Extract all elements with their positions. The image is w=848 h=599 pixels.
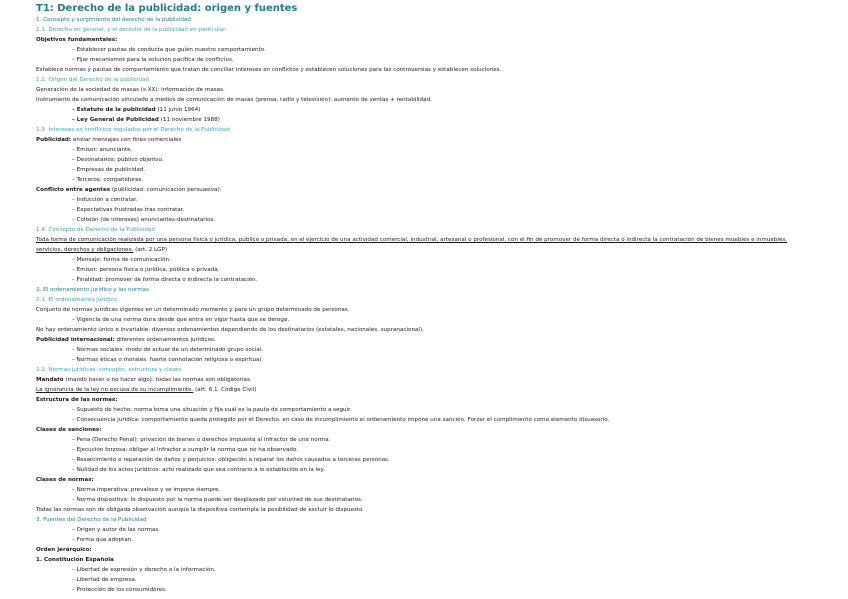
list-item: – Expectativas frustradas tras contratar. [72, 207, 185, 213]
paragraph: Instrumento de comunicación vinculado a medios de comunicación de masas (prensa, radio y televisión): aumento de ventas + rentabilidad. [36, 97, 432, 103]
label-clases: Clases de normas: [36, 477, 94, 483]
label-estructura: Estructura de las normas: [36, 397, 118, 403]
list-item: – Protección de los consumidores. [72, 587, 167, 593]
paragraph [36, 335, 848, 345]
list-item: – Emisor: anunciante. [72, 147, 133, 153]
term-text: enviar mensajes con fines comerciales [72, 137, 182, 143]
paragraph: Todas las normas son de obligada observación aunque la dispositiva contempla la posibilidad de excluir lo dispuesto. [36, 507, 365, 513]
paragraph [36, 185, 848, 195]
paragraph: Establece normas y pautas de comportamiento que tratan de conciliar intereses en conflictos y establecen soluciones para las controversias y establecen soluciones. [36, 67, 502, 73]
section-heading: 1. Concepto y surgimiento del derecho de la publicidad [36, 17, 191, 23]
list-item: – Vigencia de una norma dura desde que entra en vigor hasta que se deroga. [72, 317, 290, 323]
list-item: – Terceros: competidores. [72, 177, 144, 183]
list-item: – Inducción a contratar. [72, 197, 138, 203]
page-title: T1: Derecho de la publicidad: origen y fuentes [36, 3, 298, 14]
law-date: (11 junio 1964) [157, 107, 201, 113]
law-date: (11 noviembre 1988) [160, 117, 220, 123]
list-item: – Forma que adoptan. [72, 537, 134, 543]
label-constitucion: 1. Constitución Española [36, 557, 114, 563]
quote-text: La ignorancia de la ley no excusa de su incumplimiento. [36, 387, 194, 393]
term-text: (mando hacer o no hacer algo): todas las normas son obligatorias. [65, 377, 252, 383]
label-orden: Orden jerárquico: [36, 547, 92, 553]
term-text: diferentes ordenamientos jurídicos. [116, 337, 216, 343]
subsection-heading: 1.4. Concepto de Derecho de la Publicidad [36, 227, 155, 233]
subsection-heading: 1.2. Origen del Derecho de la publicidad [36, 77, 149, 83]
label-objetivos: Objetivos fundamentales: [36, 37, 118, 43]
list-item: – Resarcimiento o reparación de daños y perjuicios: obligación a reparar los daños causados a terceras personas. [72, 457, 390, 463]
subsection-heading: 2.1. El ordenamiento jurídico [36, 297, 117, 303]
definition-paragraph [36, 235, 812, 255]
term-text: (publicidad: comunicación persuasiva): [111, 187, 222, 193]
paragraph: No hay ordenamiento único e invariable: diversos ordenamientos dependiendo de los destinatarios (estatales, nacionales, supranacional). [36, 327, 424, 333]
subsection-heading: 2.2. Normas jurídicas: concepto, estructura y clases [36, 367, 182, 373]
list-item: – Fijar mecanismos para la solución pacífica de conflictos. [72, 57, 234, 63]
list-item: – Normas éticas o morales: fuerte connotación religiosa o espiritual. [72, 357, 263, 363]
list-item: – Nulidad de los actos jurídicos: acto realizado que sea contrario a lo establecido en la ley. [72, 467, 325, 473]
section-heading: 2. El ordenamiento jurídico y las normas [36, 287, 150, 293]
paragraph [36, 375, 848, 385]
list-item: – Normas sociales: modo de actuar de un determinado grupo social. [72, 347, 264, 353]
term-label: Mandato [36, 377, 64, 383]
list-item: – Norma dispositiva: lo dispuesto por la norma puede ser desplazado por voluntad de sus destinatarios. [72, 497, 363, 503]
list-item: – Consecuencia jurídica: comportamiento queda protegido por el Derecho, en caso de incumplimiento el ordenamiento impone una sanción. Forzar el cumplimiento como elemento disuasorio. [72, 417, 610, 423]
subsection-heading: 1.3. Intereses en conflictos regulados por el Derecho de la Publicidad [36, 127, 230, 133]
list-item: – Libertad de empresa. [72, 577, 137, 583]
paragraph: Generación de la sociedad de masas (s.XX): información de masas. [36, 87, 225, 93]
section-heading: 3. Fuentes del Derecho de la Publicidad [36, 517, 147, 523]
list-item: – Supuesto de hecho: norma toma una situación y fija cuál es la pauta de comportamiento a seguir. [72, 407, 352, 413]
paragraph [36, 385, 848, 395]
list-item: – Pena (Derecho Penal): privación de bienes o derechos impuesta al infractor de una norma. [72, 437, 331, 443]
list-item: – Mensaje: forma de comunicación. [72, 257, 171, 263]
list-item: – Origen y autor de las normas. [72, 527, 161, 533]
list-item [36, 115, 848, 125]
label-sanciones: Clases de sanciones: [36, 427, 102, 433]
paragraph [36, 135, 848, 145]
list-item: – Emisor: persona física o jurídica, pública o privada. [72, 267, 220, 273]
list-item: – Finalidad: promover de forma directa o indirecta la contratación. [72, 277, 258, 283]
list-item: – Establecer pautas de conducta que guíen nuestro comportamiento. [72, 47, 266, 53]
list-item: – Libertad de expresión y derecho a la información. [72, 567, 216, 573]
list-item: – Ejecución forzosa: obligar al infractor a cumplir la norma que no ha observado. [72, 447, 299, 453]
list-item: – Norma imperativa: prevalece y se impone siempre. [72, 487, 221, 493]
list-item [36, 105, 848, 115]
law-name: – Estatuto de la publicidad [72, 107, 156, 113]
definition-ref: (art. 2 LGP) [135, 247, 168, 253]
quote-ref: (art. 6.1. Código Civil) [195, 387, 257, 393]
law-name: – Ley General de Publicidad [72, 117, 159, 123]
list-item: – Colisión (de intereses) anunciantes-destinatarios. [72, 217, 216, 223]
term-label: Publicidad: [36, 137, 72, 143]
term-label: Publicidad internacional: [36, 337, 115, 343]
paragraph: Conjunto de normas jurídicas vigentes en un determinado momento y para un grupo determinado de personas. [36, 307, 350, 313]
definition-text: Toda forma de comunicación realizada por una persona física o jurídica, pública o privada, en el ejercicio de una actividad comercial, industrial, artesanal o profesional, con el fin de promover de forma directa o indirecta la contratación de bienes muebles e inmuebles, servicios, derechos y obligaciones. [36, 237, 788, 253]
list-item: – Destinatarios: público objetivo. [72, 157, 164, 163]
subsection-heading: 1.1. Derecho en general, y el derecho de la publicidad en particular [36, 27, 226, 33]
list-item: – Empresas de publicidad. [72, 167, 146, 173]
term-label: Conflicto entre agentes [36, 187, 111, 193]
